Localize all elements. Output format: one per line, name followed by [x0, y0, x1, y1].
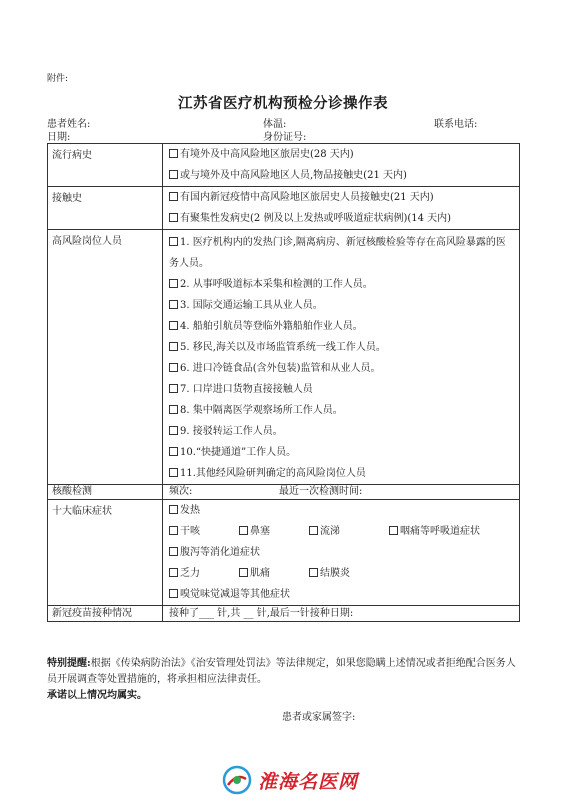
high-risk-option-6: 6. 进口冷链食品(含外包装)监管和从业人员。 [180, 363, 381, 374]
id-number-field[interactable]: 身份证号: [263, 132, 307, 143]
high-risk-option-5: 5. 移民,海关以及市场监管系统一线工作人员。 [180, 342, 386, 353]
temperature-field[interactable]: 体温: [263, 119, 287, 130]
symptom-nasal-congestion: 鼻塞 [250, 526, 270, 537]
epidemic-option-2: 或与境外及中高风险地区人员,物品接触史(21 天内) [180, 170, 407, 181]
date-field[interactable]: 日期: [47, 132, 71, 143]
checkbox[interactable] [169, 300, 178, 309]
symptom-conjunctivitis: 结膜炎 [320, 568, 350, 579]
checkbox[interactable] [169, 237, 178, 246]
nucleic-last-test-field[interactable]: 最近一次检测时间: [279, 486, 363, 497]
checkbox[interactable] [169, 589, 178, 598]
high-risk-option-2: 2. 从事呼吸道标本采集和检测的工作人员。 [180, 279, 373, 290]
vaccine-label: 新冠疫苗接种情况 [48, 606, 163, 622]
epidemic-option-1: 有境外及中高风险地区旅居史(28 天内) [180, 149, 354, 160]
high-risk-option-4: 4. 船舶引航员等登临外籍船舶作业人员。 [180, 321, 363, 332]
contact-option-2: 有聚集性发病史(2 例及以上发热或呼吸道症状病例)(14 天内) [180, 213, 452, 224]
checkbox[interactable] [169, 321, 178, 330]
high-risk-option-11: 11.其他经风险研判确定的高风险岗位人员 [180, 468, 366, 479]
epidemic-label: 流行病史 [48, 144, 163, 187]
notes-section [47, 656, 525, 704]
high-risk-option-8: 8. 集中隔离医学观察场所工作人员。 [180, 405, 343, 416]
checkbox[interactable] [169, 447, 178, 456]
nucleic-label: 核酸检测 [48, 485, 163, 500]
symptom-runny-nose: 流涕 [320, 526, 340, 537]
symptoms-label: 十大临床症状 [48, 500, 163, 606]
high-risk-option-9: 9. 接驳转运工作人员。 [180, 426, 283, 437]
high-risk-option-3: 3. 国际交通运输工具从业人员。 [180, 300, 323, 311]
phone-field[interactable]: 联系电话: [434, 119, 478, 130]
contact-option-1: 有国内新冠疫情中高风险地区旅居史人员接触史(21 天内) [180, 192, 434, 203]
high-risk-row [48, 230, 520, 485]
symptoms-row [48, 500, 520, 606]
checkbox[interactable] [169, 405, 178, 414]
checkbox[interactable] [169, 526, 178, 535]
checkbox[interactable] [169, 363, 178, 372]
notes-body: 根据《传染病防治法》《治安管理处罚法》等法律规定，如果您隐瞒上述情况或者拒绝配合医务人员开展调查等处置措施的，将承担相应法律责任。 [47, 658, 516, 685]
nucleic-frequency-field[interactable]: 频次: [169, 486, 193, 497]
high-risk-option-1: 1. 医疗机构内的发热门诊,隔离病房、新冠核酸检验等存在高风险暴露的医务人员。 [169, 237, 506, 269]
checkbox[interactable] [169, 426, 178, 435]
symptom-dry-cough: 干咳 [180, 526, 200, 537]
checkbox[interactable] [169, 279, 178, 288]
triage-table [47, 143, 520, 622]
nucleic-row [48, 485, 520, 500]
notes-prefix: 特别提醒: [47, 658, 91, 669]
contact-row [48, 187, 520, 230]
watermark-text: 淮海名医网 [258, 770, 359, 793]
checkbox[interactable] [169, 170, 178, 179]
checkbox[interactable] [239, 526, 248, 535]
checkbox[interactable] [169, 547, 178, 556]
vaccine-row [48, 606, 520, 622]
checkbox[interactable] [309, 526, 318, 535]
promise-text: 承诺以上情况均属实。 [47, 690, 147, 701]
high-risk-option-7: 7. 口岸进口货物直接接触人员 [180, 384, 313, 395]
checkbox[interactable] [169, 568, 178, 577]
attachment-label: 附件: [47, 74, 69, 84]
checkbox[interactable] [169, 192, 178, 201]
checkbox[interactable] [169, 149, 178, 158]
checkbox[interactable] [169, 384, 178, 393]
symptom-sore-throat: 咽痛等呼吸道症状 [400, 526, 480, 537]
medical-logo-icon [222, 765, 252, 795]
watermark-logo [222, 765, 358, 795]
symptom-diarrhea: 腹泻等消化道症状 [180, 547, 260, 558]
vaccine-field[interactable]: 接种了___ 针,共 __ 针,最后一针接种日期: [169, 608, 354, 619]
symptom-myalgia: 肌痛 [250, 568, 270, 579]
page-title: 江苏省医疗机构预检分诊操作表 [178, 95, 388, 112]
symptom-fatigue: 乏力 [180, 568, 200, 579]
symptom-smell-taste: 嗅觉味觉减退等其他症状 [180, 589, 290, 600]
patient-name-field[interactable]: 患者姓名: [47, 119, 91, 130]
symptom-fever: 发热 [180, 505, 200, 516]
checkbox[interactable] [169, 213, 178, 222]
checkbox[interactable] [169, 342, 178, 351]
checkbox[interactable] [169, 468, 178, 477]
high-risk-option-10: 10.“快捷通道”工作人员。 [180, 447, 297, 458]
checkbox[interactable] [389, 526, 398, 535]
checkbox[interactable] [309, 568, 318, 577]
epidemic-row [48, 144, 520, 187]
contact-label: 接触史 [48, 187, 163, 230]
signature-field[interactable]: 患者或家属签字: [282, 712, 356, 723]
checkbox[interactable] [169, 505, 178, 514]
checkbox[interactable] [239, 568, 248, 577]
high-risk-label: 高风险岗位人员 [48, 230, 163, 485]
